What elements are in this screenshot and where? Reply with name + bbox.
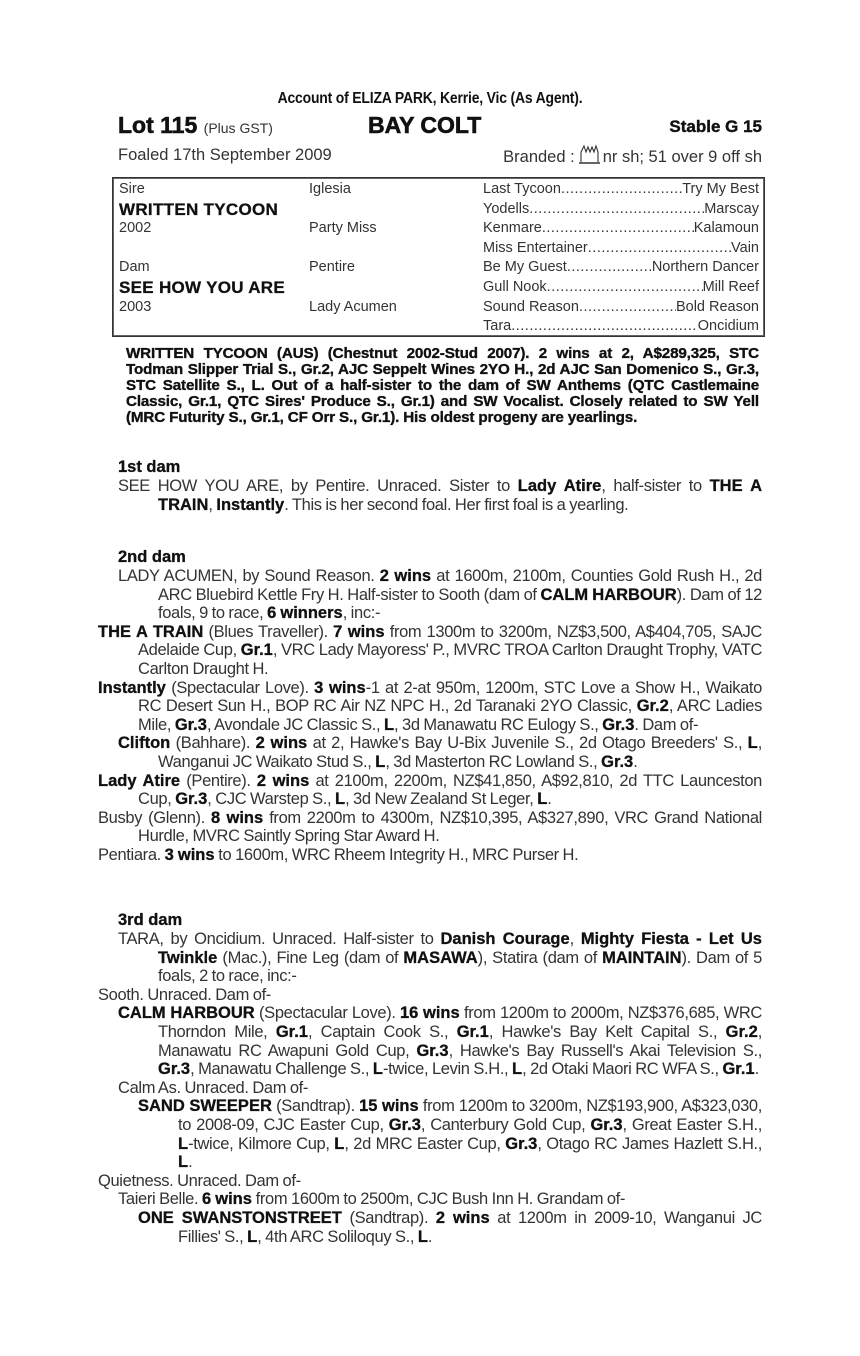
bold-text: Gr.3	[602, 715, 635, 734]
bold-text: Gr.3	[174, 715, 207, 734]
leader-dots	[579, 298, 676, 318]
text: ). Dam of 5 foals, 2 to race, inc:-	[158, 948, 762, 986]
bold-text: 7 wins	[333, 622, 385, 641]
great-grandparent-sire: Try My Best	[682, 181, 759, 197]
text: , Hawke's Bay Russell's Akai Television S.,	[448, 1041, 763, 1060]
pedigree-entry	[78, 809, 762, 846]
bold-text: 8 wins	[210, 808, 264, 827]
text: , Canterbury Gold Cup,	[420, 1115, 591, 1134]
foaled-date: Foaled 17th September 2009	[118, 146, 332, 164]
leader-dots	[529, 200, 704, 220]
sire-summary: WRITTEN TYCOON (AUS) (Chestnut 2002-Stud 2007). 2 wins at 2, A$289,325, STC Todman Slipper Trial S., Gr.2, AJC Seppelt Wines 2YO H., 2d AJC San Domenico S., Gr.3, STC Satellite S., L. Out of a half-sister to the dam of SW Anthems (QTC Castlemaine Classic, Gr.1, QTC Sires' Produce S., Gr.1) and SW Vocalist. Closely related to SW Yell (MRC Futurity S., Gr.1, CF Orr S., Gr.1). His oldest progeny are yearlings.	[126, 345, 759, 426]
text: from 1300m to 3200m, NZ$3,500, A$404,705, SAJC Adelaide Cup,	[138, 622, 762, 660]
bold-text: 2 wins	[256, 771, 310, 790]
bold-text: MAINTAIN	[602, 948, 682, 967]
great-grandparent-sire: Mill Reef	[702, 279, 759, 295]
sire-year: 2002	[119, 220, 152, 237]
text: , Captain Cook S.,	[307, 1022, 457, 1041]
text: to 1600m, WRC Rheem Integrity H., MRC Purser H.	[214, 845, 579, 864]
pedigree-entry	[78, 1097, 762, 1171]
text: (Pentire).	[180, 771, 257, 790]
great-grandparent-name: Kenmare	[483, 220, 542, 237]
text: .	[547, 790, 552, 809]
text: , Great Easter S.H.,	[622, 1115, 762, 1134]
bold-text: Gr.2	[636, 697, 669, 716]
sire-label: Sire	[119, 181, 145, 197]
text: , Manawatu RC Awapuni Gold Cup,	[158, 1022, 762, 1060]
bold-text: Gr.3	[388, 1115, 421, 1134]
vendor-account-line: Account of ELIZA PARK, Kerrie, Vic (As Agent).	[277, 90, 583, 107]
bold-text: 2 wins	[435, 1208, 490, 1227]
great-grandparent-name: Sound Reason	[483, 298, 579, 315]
bold-text: Mighty Fiesta - Let Us Twinkle	[158, 930, 762, 967]
text: , CJC Warstep S.,	[207, 790, 335, 809]
bold-text: Gr.1	[722, 1060, 755, 1079]
pedigree-entry	[78, 734, 762, 771]
great-grandparent-name: Last Tycoon	[483, 181, 561, 197]
great-grandparent-name: Be My Guest	[483, 259, 567, 276]
bold-text: L	[334, 1134, 345, 1153]
great-grandparent-row	[483, 180, 759, 200]
leader-dots	[561, 180, 682, 200]
pedigree-entry	[78, 1209, 762, 1246]
great-grandparent-row	[483, 298, 759, 318]
bold-text: ONE SWANSTONSTREET	[138, 1208, 342, 1227]
text: (Sandtrap).	[341, 1208, 436, 1227]
bold-text: Gr.3	[505, 1134, 538, 1153]
text: , Hawke's Bay Kelt Capital S.,	[488, 1022, 726, 1041]
bold-text: Gr.3	[158, 1060, 191, 1079]
text: , 3d Masterton RC Lowland S.,	[385, 752, 602, 771]
text: .	[633, 752, 638, 771]
granddam-paternal: Party Miss	[309, 220, 377, 237]
text: at 1600m, 2100m, Counties Gold Rush H., 2d ARC Bluebird Kettle Fry H. Half-sister to Sooth (dam of	[158, 567, 763, 604]
bold-text: 6 wins	[201, 1190, 252, 1209]
bold-text: 3 wins	[164, 845, 215, 864]
text: -twice, Kilmore Cup,	[188, 1134, 335, 1153]
sire-name: WRITTEN TYCOON	[119, 199, 279, 219]
pedigree-entry	[78, 679, 762, 735]
text: , 2d MRC Easter Cup,	[344, 1134, 506, 1153]
pedigree-entry	[118, 567, 762, 623]
branded-text: nr sh; 51 over 9 off sh	[602, 148, 762, 166]
bold-text: 2 wins	[255, 734, 308, 753]
bold-text: Instantly	[98, 678, 166, 697]
text: ), Statira (dam of	[477, 948, 603, 967]
bold-text: 16 wins	[399, 1004, 460, 1023]
great-grandparent-sire: Vain	[731, 239, 759, 256]
bold-text: Gr.3	[175, 790, 208, 809]
text: .	[427, 1227, 433, 1246]
text: , 3d New Zealand St Leger,	[345, 790, 538, 809]
bold-text: CALM HARBOUR	[540, 585, 677, 604]
leader-dots	[547, 278, 703, 298]
text: ,	[208, 495, 217, 514]
leader-dots	[588, 239, 731, 259]
text: (Bahhare).	[170, 734, 256, 753]
grandsire-paternal: Iglesia	[309, 181, 351, 197]
text: , half-sister to	[601, 477, 710, 495]
text: from 1600m to 2500m, CJC Bush Inn H. Grandam of-	[251, 1190, 626, 1209]
bold-text: L	[537, 790, 548, 809]
text: Taieri Belle.	[118, 1190, 202, 1209]
text: , Wanganui JC Waikato Stud S.,	[158, 734, 762, 771]
bold-text: Gr.1	[456, 1022, 489, 1041]
great-grandparent-sire: Northern Dancer	[651, 259, 759, 276]
section-heading: 3rd dam	[118, 911, 183, 929]
great-grandparent-row	[483, 219, 759, 239]
bold-text: Gr.1	[275, 1022, 308, 1041]
bold-text: L	[375, 752, 386, 771]
bold-text: L	[512, 1060, 523, 1079]
text: at 2, Hawke's Bay U-Bix Juvenile S., 2d Otago Breeders' S.,	[307, 734, 748, 753]
text: , 4th ARC Soliloquy S.,	[257, 1227, 418, 1246]
text: TARA, by Oncidium. Unraced. Half-sister to	[118, 930, 441, 948]
bold-text: 15 wins	[359, 1097, 419, 1116]
bold-text: 3 wins	[314, 678, 366, 697]
pedigree-entry	[118, 477, 762, 514]
section-2nd-dam	[98, 548, 763, 865]
bold-text: Gr.3	[590, 1115, 623, 1134]
bold-text: SAND SWEEPER	[138, 1097, 272, 1116]
lot-number	[118, 112, 273, 139]
text: Busby (Glenn).	[98, 808, 211, 827]
great-grandparent-name: Gull Nook	[483, 279, 547, 295]
text: Quietness. Unraced. Dam of-	[98, 1171, 301, 1190]
section-heading: 1st dam	[118, 458, 181, 476]
leader-dots	[567, 258, 652, 278]
bold-text: L	[417, 1227, 428, 1246]
great-grandparent-sire: Kalamoun	[693, 220, 759, 237]
pedigree-entry	[118, 930, 762, 986]
lot-label: Lot 115	[118, 112, 198, 138]
text: ,	[569, 930, 581, 948]
text: , Avondale JC Classic S.,	[206, 715, 384, 734]
text: , ARC Ladies Mile,	[138, 697, 763, 734]
text: from 1200m to 2000m, NZ$376,685, WRC Thorndon Mile,	[158, 1004, 762, 1041]
pedigree-entry	[78, 1079, 762, 1098]
dam-name: SEE HOW YOU ARE	[119, 278, 286, 297]
text: (Mac.), Fine Leg (dam of	[217, 948, 404, 967]
great-grandparent-row	[483, 239, 759, 259]
text: at 1200m in 2009-10, Wanganui JC Fillies' S.,	[178, 1208, 762, 1246]
leader-dots	[511, 317, 698, 337]
dam-year: 2003	[119, 298, 152, 315]
text: .	[754, 1060, 759, 1079]
text: (Blues Traveller).	[203, 622, 334, 641]
section-1st-dam	[118, 458, 762, 514]
text: Pentiara.	[98, 845, 165, 864]
text: (Sandtrap).	[271, 1097, 360, 1116]
bold-text: L	[247, 1227, 258, 1246]
text: from 2200m to 4300m, NZ$10,395, A$327,890, VRC Grand National Hurdle, MVRC Saintly Spring Star Award H.	[138, 808, 762, 846]
leader-dots	[542, 219, 694, 239]
bold-text: Gr.3	[601, 752, 634, 771]
bold-text: L	[178, 1134, 189, 1153]
text: , Otago RC James Hazlett S.H.,	[537, 1134, 762, 1153]
text: from 1200m to 3200m, NZ$193,900, A$323,030, to 2008-09, CJC Easter Cup,	[178, 1097, 762, 1134]
text: , 2d Otaki Maori RC WFA S.,	[522, 1060, 723, 1079]
text: , inc:-	[342, 604, 381, 623]
text: LADY ACUMEN, by Sound Reason.	[118, 567, 380, 585]
bold-text: L	[747, 734, 758, 753]
text: -1 at 2-at 950m, 1200m, STC Love a Show H., Waikato RC Desert Sun H., BOP RC Air NZ NPC H., 2d Taranaki 2YO Classic,	[138, 678, 762, 716]
bold-text: Lady Atire	[98, 771, 181, 790]
great-grandparent-sire: Bold Reason	[675, 298, 759, 315]
grandsire-maternal: Pentire	[309, 259, 355, 276]
bold-text: L	[178, 1153, 189, 1172]
bold-text: THE A TRAIN	[158, 477, 763, 514]
great-grandparent-name: Miss Entertainer	[483, 239, 588, 256]
bold-text: Gr.2	[725, 1022, 758, 1041]
branding-info	[503, 144, 762, 171]
great-grandparent-row	[483, 278, 759, 298]
bold-text: 6 winners	[267, 604, 343, 623]
dam-label: Dam	[119, 259, 150, 276]
pedigree-entry	[78, 623, 762, 679]
bold-text: L	[335, 790, 346, 809]
bold-text: CALM HARBOUR	[118, 1004, 255, 1023]
bold-text: L	[383, 715, 395, 734]
section-heading: 2nd dam	[118, 548, 186, 566]
text: (Spectacular Love).	[165, 678, 315, 697]
branded-label: Branded :	[503, 148, 575, 166]
text: , VRC Lady Mayoress' P., MVRC TROA Carlton Draught Trophy, VATC Carlton Draught H.	[138, 641, 763, 678]
pedigree-entry	[78, 846, 762, 865]
bold-text: THE A TRAIN	[98, 622, 204, 641]
bold-text: MASAWA	[403, 948, 478, 967]
great-grandparent-row	[483, 317, 759, 337]
text: SEE HOW YOU ARE, by Pentire. Unraced. Sister to	[118, 477, 518, 495]
bold-text: Clifton	[118, 734, 171, 753]
stable-number: Stable G 15	[669, 117, 762, 136]
text: Sooth. Unraced. Dam of-	[98, 985, 271, 1004]
pedigree-entry	[78, 1172, 762, 1191]
pedigree-entry	[78, 1190, 762, 1209]
great-grandparent-name: Yodells	[483, 200, 530, 217]
bold-text: 2 wins	[379, 567, 432, 585]
bold-text: Danish Courage	[440, 930, 570, 948]
great-grandparent-sire: Oncidium	[697, 318, 759, 335]
pedigree-table	[112, 177, 765, 337]
great-grandparent-name: Tara	[483, 318, 512, 335]
text: -twice, Levin S.H.,	[382, 1060, 513, 1079]
brand-mark-icon	[577, 144, 601, 171]
text: ). Dam of 12 foals, 9 to race,	[158, 585, 762, 623]
text: . This is her second foal. Her first foal is a yearling.	[284, 495, 629, 514]
text: . Dam of-	[634, 715, 699, 734]
bold-text: L	[372, 1060, 383, 1079]
bold-text: Gr.3	[416, 1041, 449, 1060]
text: .	[188, 1153, 193, 1172]
bold-text: Gr.1	[240, 641, 273, 660]
great-grandparent-sire: Marscay	[704, 200, 759, 217]
granddam-maternal: Lady Acumen	[309, 298, 397, 315]
section-3rd-dam	[98, 911, 763, 1246]
bold-text: Lady Atire	[517, 477, 602, 495]
text: , 3d Manawatu RC Eulogy S.,	[394, 715, 603, 734]
pedigree-entry	[78, 986, 762, 1005]
bold-text: Instantly	[216, 495, 285, 514]
text: (Spectacular Love).	[254, 1004, 400, 1023]
pedigree-entry	[78, 772, 762, 809]
great-grandparent-row	[483, 258, 759, 278]
horse-title: BAY COLT	[368, 112, 482, 138]
text: at 2100m, 2200m, NZ$41,850, A$92,810, 2d TTC Launceston Cup,	[138, 771, 762, 809]
lot-header	[118, 112, 762, 140]
text: Calm As. Unraced. Dam of-	[118, 1078, 309, 1097]
text: , Manawatu Challenge S.,	[190, 1060, 373, 1079]
pedigree-entry	[78, 1004, 762, 1078]
great-grandparent-row	[483, 200, 759, 220]
lot-note: (Plus GST)	[203, 120, 273, 136]
